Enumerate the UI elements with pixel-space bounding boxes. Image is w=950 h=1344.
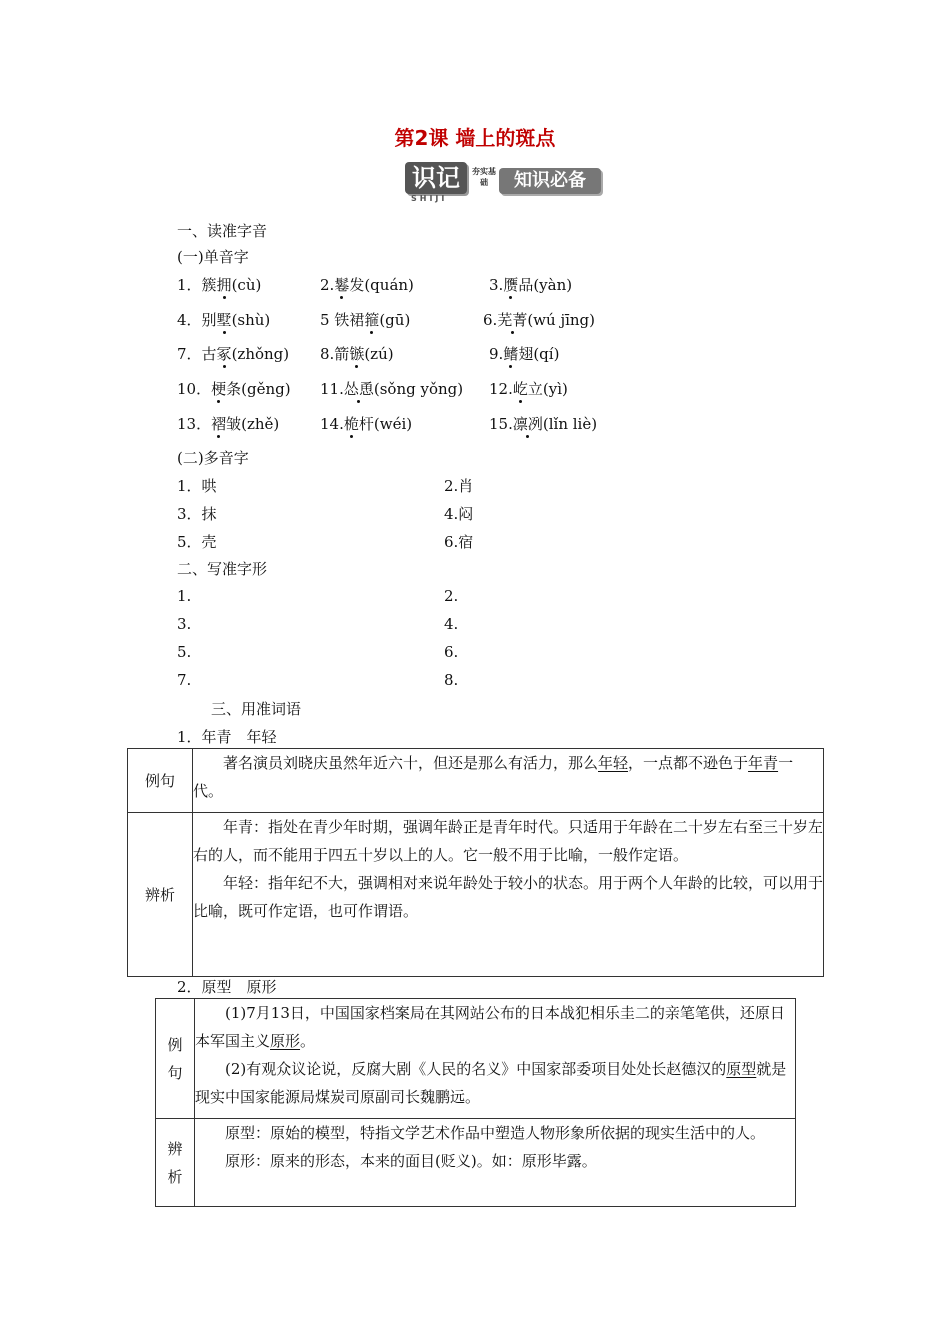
pron-item: 15.凛冽(lǐn liè) [489, 415, 598, 433]
word-pair-table-2 [155, 998, 796, 1207]
pron-item: 3.赝品(yàn) [489, 276, 573, 294]
section3-heading: 三、用准词语 [211, 700, 302, 718]
pron-item: 1．簇拥(cù) [177, 276, 262, 294]
example-sentence: 著名演员刘晓庆虽然年近六十，但还是那么有活力，那么年轻，一点都不逊色于年青一代。 [193, 754, 794, 800]
banner-right-text: 知识必备 [499, 168, 601, 194]
analysis-text: 年轻：指年纪不大，强调相对来说年龄处于较小的状态。用于两个人年龄的比较，可以用于比喻，既可作定语，也可作谓语。 [193, 874, 824, 920]
glyph-item: 7. [177, 671, 192, 689]
polyphone-item: 3．抹 [177, 505, 217, 523]
analysis-cell [193, 813, 824, 977]
word-pair-heading: 1．年青 年轻 [177, 728, 277, 746]
pron-item: 2.鬈发(quán) [320, 276, 414, 294]
analysis-text: 原形：原来的形态，本来的面目(贬义)。如：原形毕露。 [225, 1152, 597, 1170]
pron-item: 5 铁裙箍(gū) [320, 311, 411, 329]
pron-item: 6.芜菁(wú jīng) [483, 311, 596, 329]
banner-small-text: 夯实基础 [472, 167, 496, 187]
pron-item: 11.怂恿(sǒng yǒng) [320, 380, 464, 398]
section2-heading: 二、写准字形 [177, 560, 268, 578]
analysis-label: 辨析 [156, 1119, 195, 1207]
glyph-item: 2. [444, 587, 459, 605]
word-pair-heading: 2．原型 原形 [177, 978, 277, 996]
single-pronunciation-heading: (一)单音字 [177, 248, 249, 266]
pron-item: 12.屹立(yì) [489, 380, 568, 398]
glyph-item: 6. [444, 643, 459, 661]
analysis-cell [195, 1119, 796, 1207]
glyph-item: 3. [177, 615, 192, 633]
polyphone-item: 2.肖 [444, 477, 474, 495]
word-pair-table-1 [127, 748, 824, 977]
pron-item: 9.鳍翅(qí) [489, 345, 560, 363]
pron-item: 7．古冢(zhǒng) [177, 345, 290, 363]
polyphone-item: 6.宿 [444, 533, 474, 551]
glyph-item: 4. [444, 615, 459, 633]
example-label: 例句 [128, 749, 193, 813]
polyphone-item: 4.闷 [444, 505, 474, 523]
pron-item: 4．别墅(shù) [177, 311, 271, 329]
pron-item: 14.桅杆(wéi) [320, 415, 413, 433]
example-cell [195, 999, 796, 1119]
section1-heading: 一、读准字音 [177, 222, 268, 240]
pron-item: 13．褶皱(zhě) [177, 415, 280, 433]
glyph-item: 8. [444, 671, 459, 689]
pron-item: 10．梗条(gěng) [177, 380, 291, 398]
banner-pinyin: SHIJI [411, 194, 448, 203]
analysis-text: 年青：指处在青少年时期，强调年龄正是青年时代。只适用于年龄在二十岁左右至三十岁左右的人，而不能用于四五十岁以上的人。它一般不用于比喻，一般作定语。 [193, 818, 824, 864]
analysis-label: 辨析 [128, 813, 193, 977]
polyphone-heading: (二)多音字 [177, 449, 249, 467]
example-sentence: (1)7月13日，中国国家档案局在其网站公布的日本战犯相乐圭二的亲笔笔供，还原日本军国主义原形。 [195, 1004, 785, 1050]
pron-item: 8.箭镞(zú) [320, 345, 394, 363]
example-cell [193, 749, 824, 813]
page-title: 第2课 墙上的斑点 [394, 126, 556, 150]
polyphone-item: 5．壳 [177, 533, 217, 551]
analysis-text: 原型：原始的模型，特指文学艺术作品中塑造人物形象所依据的现实生活中的人。 [225, 1124, 766, 1142]
glyph-item: 1. [177, 587, 192, 605]
glyph-item: 5. [177, 643, 192, 661]
example-label: 例句 [156, 999, 195, 1119]
example-sentence: (2)有观众议论说，反腐大剧《人民的名义》中国家部委项目处处长赵德汉的原型就是现实中国家能源局煤炭司原副司长魏鹏远。 [195, 1060, 787, 1106]
section-banner [405, 162, 601, 206]
banner-left-text: 识记 [405, 162, 467, 194]
polyphone-item: 1．哄 [177, 477, 217, 495]
